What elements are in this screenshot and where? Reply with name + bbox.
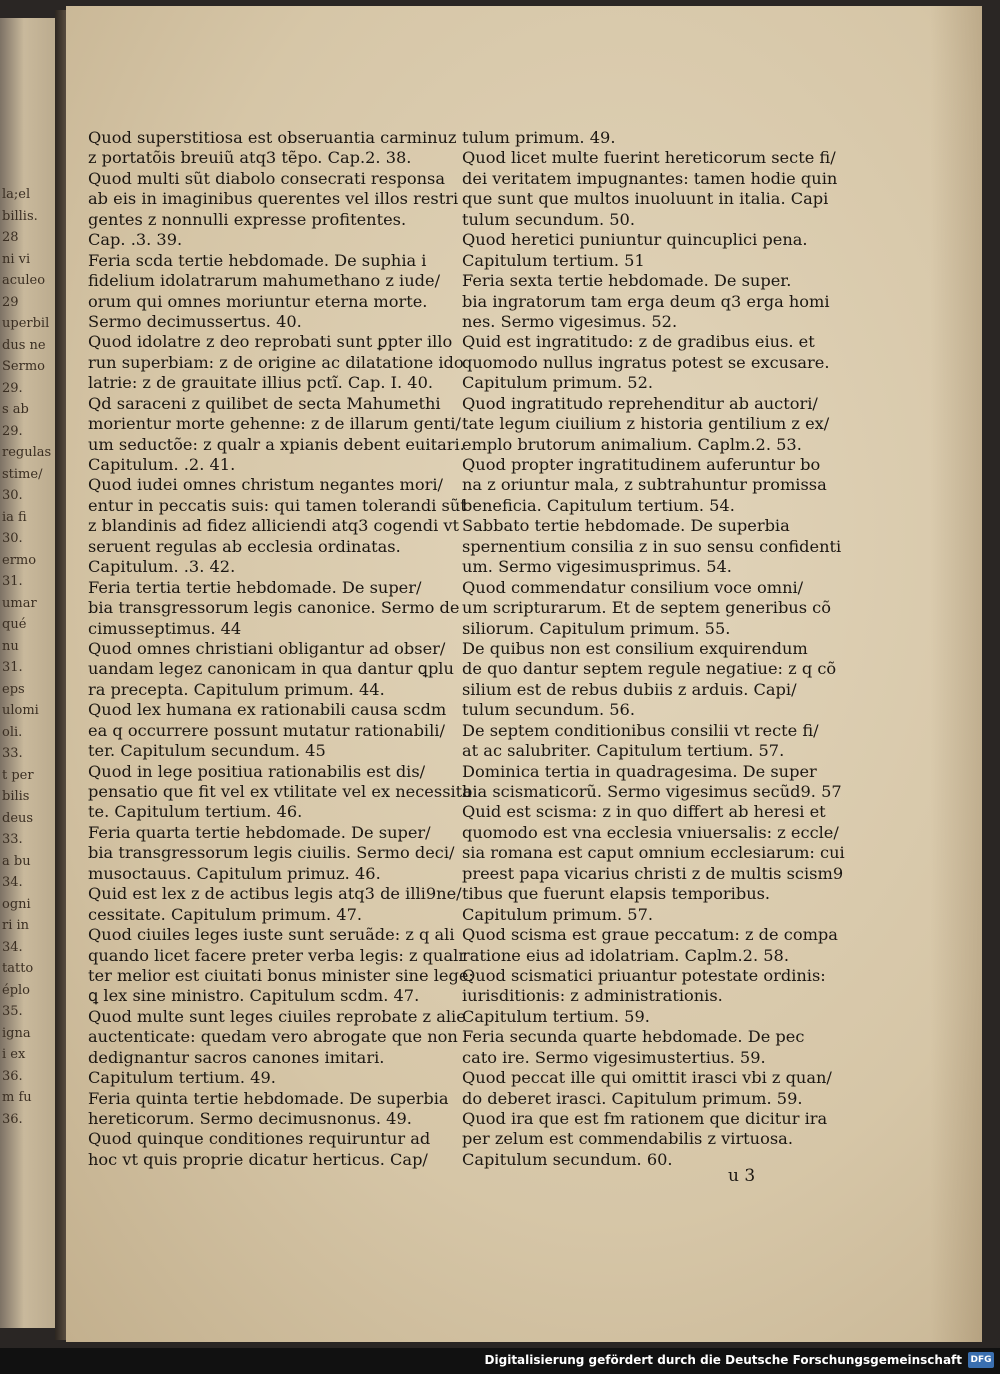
text-line: Capitulum. .2. 41. [88,455,236,474]
facing-page-edge [0,18,60,1328]
text-line: at ac salubriter. Capitulum tertium. 57. [462,741,785,761]
text-line: tate legum ciuilium z historia gentilium z ex/ [462,414,830,434]
text-line: emplo brutorum animalium. Caplm.2. 53. [462,434,802,454]
margin-fragment: regulas [2,445,52,460]
text-line: Quod scisma est graue peccatum: z de compa [462,925,838,945]
text-line: Capitulum primum. 57. [462,904,654,924]
text-line: ea q occurrere possunt mutatur rationabili/ [88,720,445,740]
text-line: Quod scismatici priuantur potestate ordinis: [462,965,826,985]
margin-fragment: dus ne [2,337,46,353]
text-line: Feria secunda quarte hebdomade. De pec [462,1027,805,1047]
text-line: beneficia. Capitulum tertium. 54. [462,495,735,515]
text-line: auctenticate: quedam vero abrogate que non [88,1027,458,1047]
text-line: latrie: z de grauitate illius pctĩ. Cap. I. 40. [88,373,434,393]
text-line: quando licet facere preter verba legis: z qualr [88,945,467,965]
margin-fragment: 33. [2,832,23,847]
funding-credit: Digitalisierung gefördert durch die Deutsche Forschungsgemeinschaft [484,1353,962,1367]
text-line: ratione eius ad idolatriam. Caplm.2. 58. [462,945,789,965]
margin-fragment: 30. [2,531,23,546]
text-line: Quid est lex z de actibus legis atq3 de illi9ne/ [88,884,462,904]
text-line: Quod quinque conditiones requiruntur ad [88,1129,431,1149]
text-line: Quod omnes christiani obligantur ad obser/ [88,638,446,658]
text-line: quomodo est vna ecclesia vniuersalis: z eccle/ [462,822,839,842]
text-line: gentes z nonnulli expresse profitentes. [88,209,407,229]
text-line: Quod superstitiosa est obseruantia carminuz [88,128,457,147]
margin-fragment: i ex [2,1047,26,1062]
text-line: Quod licet multe fuerint hereticorum secte fi/ [462,148,836,168]
text-line: siliorum. Capitulum primum. 55. [462,618,731,638]
margin-fragment: 36. [2,1068,23,1084]
text-line: hoc vt quis proprie dicatur herticus. Cap/ [88,1149,428,1169]
text-line: cessitate. Capitulum primum. 47. [88,904,363,924]
text-line: Quid est scisma: z in quo differt ab heresi et [462,802,826,822]
text-line: ter. Capitulum secundum. 45 [88,741,326,761]
margin-fragment: Sermo [2,359,45,374]
text-line: um. Sermo vigesimusprimus. 54. [462,557,732,577]
text-line: run superbiam: z de origine ac dilatatione ido [88,352,464,372]
text-line: seruent regulas ab ecclesia ordinatas. [88,536,401,556]
text-line: Capitulum. .3. 42. [88,557,236,577]
margin-fragment: s ab [2,402,29,417]
page-edge-shadow [930,6,982,1342]
margin-fragment: qué [2,617,27,632]
margin-fragment: ogni [2,896,31,912]
margin-fragment: bilis [2,789,30,804]
text-line: na z oriuntur mala, z subtrahuntur promissa [462,475,827,495]
footer-bar [0,1348,1000,1374]
text-line: ra precepta. Capitulum primum. 44. [88,679,385,699]
text-line: morientur morte gehenne: z de illarum genti/ [88,414,461,434]
text-line: ꝗ lex sine ministro. Capitulum scdm. 47. [88,986,420,1006]
text-line: Sermo decimussertus. 40. [88,311,302,331]
margin-fragment: 30. [2,488,23,503]
margin-fragment: 31. [2,574,23,589]
text-line: quomodo nullus ingratus potest se excusare. [462,352,830,372]
margin-fragment: 35. [2,1004,23,1019]
text-line: musoctauus. Capitulum primuz. 46. [88,863,381,883]
text-line: bia ingratorum tam erga deum q3 erga homi [462,291,830,311]
margin-fragment: 31. [2,660,23,675]
margin-fragment: 36. [2,1111,23,1127]
signature-mark: u 3 [728,1166,756,1186]
left-text-column [88,128,474,1170]
text-line: tibus que fuerunt elapsis temporibus. [462,884,771,904]
text-line: de quo dantur septem regule negatiue: z q cõ [462,659,837,679]
text-line: entur in peccatis suis: qui tamen tolerandi sũt [88,495,467,515]
margin-fragment: a bu [2,853,31,869]
margin-fragment: eps [2,681,25,697]
margin-fragment: nu [2,638,19,654]
text-line: Capitulum tertium. 59. [462,1006,650,1026]
text-line: Quod ingratitudo reprehenditur ab auctori/ [462,393,818,413]
text-line: que sunt que multos inuoluunt in italia. Capi [462,189,829,209]
text-line: Cap. .3. 39. [88,230,183,250]
text-line: te. Capitulum tertium. 46. [88,802,303,822]
text-line: Quod multi sũt diabolo consecrati responsa [88,168,446,188]
margin-fragment: ri in [2,918,30,933]
text-line: dedignantur sacros canones imitari. [88,1047,385,1067]
margin-fragment: tatto [2,961,34,976]
text-line: per zelum est commendabilis z virtuosa. [462,1129,793,1149]
text-line: Quod lex humana ex rationabili causa scdm [88,700,447,720]
margin-fragment: 34. [2,875,23,890]
text-line: Capitulum primum. 52. [462,373,654,393]
margin-fragment: billis. [2,208,38,224]
text-line: pensatio que fit vel ex vtilitate vel ex necessita [88,782,472,801]
text-line: Qd saraceni z quilibet de secta Mahumethi [88,393,441,413]
text-line: orum qui omnes moriuntur eterna morte. [88,291,428,311]
text-line: cimusseptimus. 44 [88,618,242,638]
text-line: do deberet irasci. Capitulum primum. 59. [462,1088,803,1108]
text-line: hereticorum. Sermo decimusnonus. 49. [88,1109,412,1128]
text-line: preest papa vicarius christi z de multis scism9 [462,863,844,883]
text-line: dei veritatem impugnantes: tamen hodie quin [462,168,838,188]
text-line: tulum primum. 49. [462,128,616,147]
text-line: spernentium consilia z in suo sensu confidenti [462,536,842,556]
text-line: Quod propter ingratitudinem auferuntur bo [462,455,821,474]
text-line: Dominica tertia in quadragesima. De super [462,761,817,781]
margin-fragment: 28 [2,230,19,245]
text-line: Feria quarta tertie hebdomade. De super/ [88,822,431,842]
text-line: bia scismaticorũ. Sermo vigesimus secũd9. 57 [462,782,842,801]
dfg-logo: DFG [968,1352,994,1368]
text-line: uandam legez canonicam in qua dantur ꝗplu [88,659,454,679]
margin-fragment: m fu [2,1090,32,1105]
text-line: Feria tertia tertie hebdomade. De super/ [88,577,422,597]
text-line: Feria sexta tertie hebdomade. De super. [462,271,792,291]
text-line: z portatõis breuiũ atq3 tẽpo. Cap.2. 38. [88,148,412,168]
margin-fragment: 34. [2,939,23,955]
text-line: Capitulum tertium. 51 [462,250,645,270]
text-line: nes. Sermo vigesimus. 52. [462,311,678,331]
margin-fragment: uperbil [2,316,50,331]
margin-fragment: t per [2,767,34,783]
margin-fragment: éplo [2,982,30,998]
text-line: Quod peccat ille qui omittit irasci vbi z quan/ [462,1068,832,1088]
margin-fragment: igna [2,1025,31,1041]
margin-fragment: ermo [2,552,37,568]
margin-fragment: deus [2,810,34,826]
text-line: sia romana est caput omnium ecclesiarum: cui [462,843,845,863]
text-line: Quod iudei omnes christum negantes mori/ [88,475,443,495]
margin-fragment: umar [2,595,37,611]
text-line: Feria quinta tertie hebdomade. De superbia [88,1088,449,1108]
text-line: Quod multe sunt leges ciuiles reprobate z alie [88,1006,466,1026]
text-line: Quod ira que est fm rationem que dicitur ira [462,1109,828,1128]
text-line: bia transgressorum legis ciuilis. Sermo deci/ [88,843,455,863]
text-line: De quibus non est consilium exquirendum [462,638,808,658]
text-line: Quod commendatur consilium voce omni/ [462,577,804,597]
margin-fragment: la;el [2,187,31,202]
text-line: De septem conditionibus consilii vt recte fi/ [462,720,819,740]
text-line: Capitulum secundum. 60. [462,1149,673,1169]
text-line: Quod in lege positiua rationabilis est dis/ [88,761,426,781]
margin-fragment: ni vi [2,251,31,267]
text-line: um seductõe: z qualr a xpianis debent euitari. [88,434,465,454]
text-line: tulum secundum. 50. [462,209,636,229]
text-line: cato ire. Sermo vigesimustertius. 59. [462,1047,766,1067]
text-line: Sabbato tertie hebdomade. De superbia [462,516,790,536]
text-line: bia transgressorum legis canonice. Sermo de [88,598,460,618]
margin-fragment: ulomi [2,703,39,718]
text-line: Quod heretici puniuntur quincuplici pena. [462,230,808,250]
text-line: ter melior est ciuitati bonus minister sine lege: [88,965,474,985]
text-line: iurisditionis: z administrationis. [462,986,723,1006]
text-line: tulum secundum. 56. [462,700,636,720]
text-line: Quod idolatre z deo reprobati sunt ꝑpter illo [88,332,453,352]
margin-fragment: stime/ [2,466,43,482]
text-line: um scripturarum. Et de septem generibus cõ [462,598,831,618]
text-line: Feria scda tertie hebdomade. De suphia i [88,250,427,270]
margin-fragment: 29 [2,294,19,310]
text-line: Quod ciuiles leges iuste sunt seruãde: z q ali [88,925,455,945]
margin-fragment: 29. [2,423,23,439]
text-line: Quid est ingratitudo: z de gradibus eius. et [462,332,815,352]
text-line: z blandinis ad fidez alliciendi atq3 cogendi vt [88,516,460,536]
margin-fragment: ia fi [2,509,27,525]
text-line: silium est de rebus dubiis z arduis. Capi/ [462,679,797,699]
text-line: ab eis in imaginibus querentes vel illos restri [88,189,459,209]
right-text-column [462,128,845,1170]
margin-fragment: aculeo [2,273,46,288]
margin-fragment: oli. [2,724,23,740]
margin-fragment: 29. [2,380,23,396]
text-line: Capitulum tertium. 49. [88,1068,276,1088]
text-line: fidelium idolatrarum mahumethano z iude/ [88,271,441,291]
margin-fragment: 33. [2,746,23,761]
